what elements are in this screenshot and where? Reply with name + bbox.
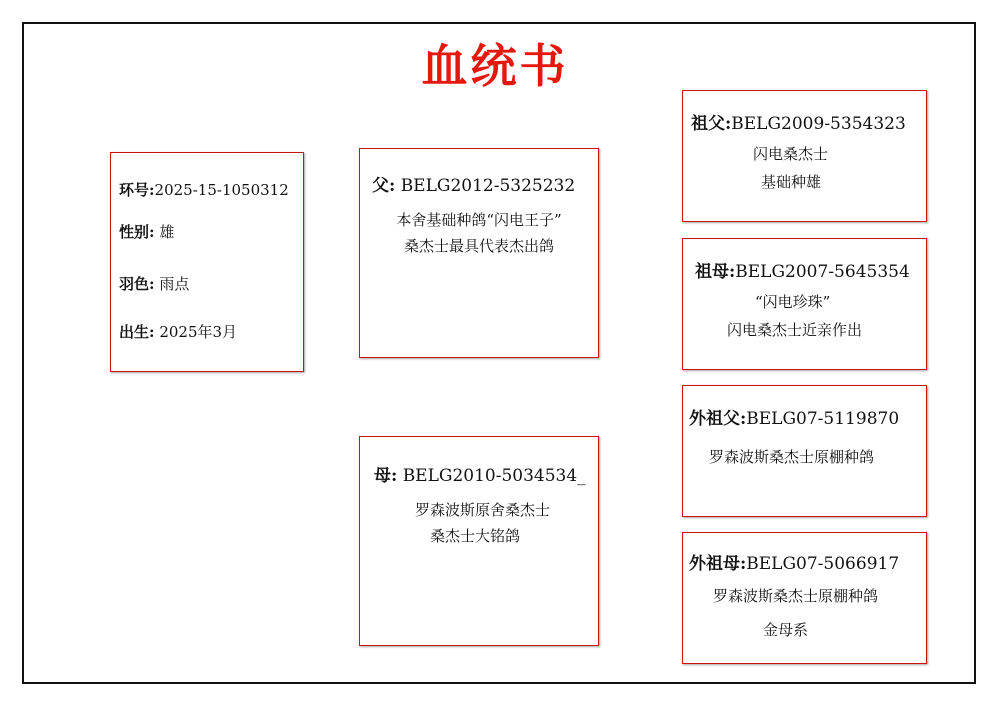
paternal-grandmother-line-1: “闪电珍珠” — [755, 293, 831, 311]
maternal-grandmother-ring: BELG07-5066917 — [746, 554, 900, 574]
maternal-grandfather-ring: BELG07-5119870 — [746, 409, 900, 429]
father-ring: BELG2012-5325232 — [400, 176, 576, 196]
birth-value: 2025年3月 — [159, 323, 238, 341]
sex-label: 性别: — [119, 223, 155, 241]
color-row — [119, 273, 189, 294]
birth-label: 出生: — [119, 323, 155, 341]
maternal-grandmother-box — [682, 532, 927, 664]
ring-label: 环号: — [119, 181, 155, 199]
sex-row — [119, 221, 174, 242]
maternal-grandmother-header — [689, 549, 899, 574]
mother-header — [374, 461, 586, 486]
mother-line-1: 罗森波斯原舍桑杰士 — [415, 501, 551, 519]
maternal-grandmother-line-2: 金母系 — [763, 621, 809, 639]
paternal-grandmother-box — [682, 238, 927, 370]
paternal-grandmother-header — [695, 257, 910, 282]
mother-ring: BELG2010-5034534_ — [402, 466, 586, 486]
ring-row — [119, 179, 289, 200]
maternal-grandmother-line-1: 罗森波斯桑杰士原棚种鸽 — [713, 587, 879, 605]
mother-label: 母: — [374, 466, 398, 486]
color-value: 雨点 — [159, 275, 190, 293]
sex-value: 雄 — [159, 223, 175, 241]
mother-line-2: 桑杰士大铭鸽 — [430, 527, 521, 545]
father-box — [359, 148, 599, 358]
father-label: 父: — [372, 176, 396, 196]
paternal-grandfather-line-2: 基础种雄 — [761, 173, 822, 191]
maternal-grandfather-header — [689, 404, 899, 429]
paternal-grandmother-line-2: 闪电桑杰士近亲作出 — [727, 321, 863, 339]
maternal-grandmother-label: 外祖母: — [689, 554, 747, 574]
maternal-grandfather-box — [682, 385, 927, 517]
father-header — [372, 171, 575, 196]
maternal-grandfather-label: 外祖父: — [689, 409, 747, 429]
page-title: 血统书 — [421, 39, 569, 93]
father-line-1: 本舍基础种鸽“闪电王子” — [396, 211, 562, 229]
maternal-grandfather-line-1: 罗森波斯桑杰士原棚种鸽 — [709, 448, 875, 466]
paternal-grandfather-header — [691, 109, 906, 134]
paternal-grandmother-label: 祖母: — [695, 262, 736, 282]
paternal-grandfather-line-1: 闪电桑杰士 — [753, 145, 829, 163]
paternal-grandfather-box — [682, 90, 927, 222]
paternal-grandfather-label: 祖父: — [691, 114, 732, 134]
father-line-2: 桑杰士最具代表杰出鸽 — [403, 237, 554, 255]
self-info-box — [110, 152, 304, 372]
ring-value: 2025-15-1050312 — [154, 181, 289, 199]
paternal-grandfather-ring: BELG2009-5354323 — [731, 114, 906, 134]
paternal-grandmother-ring: BELG2007-5645354 — [735, 262, 910, 282]
color-label: 羽色: — [119, 275, 155, 293]
mother-box — [359, 436, 599, 646]
birth-row — [119, 321, 237, 342]
